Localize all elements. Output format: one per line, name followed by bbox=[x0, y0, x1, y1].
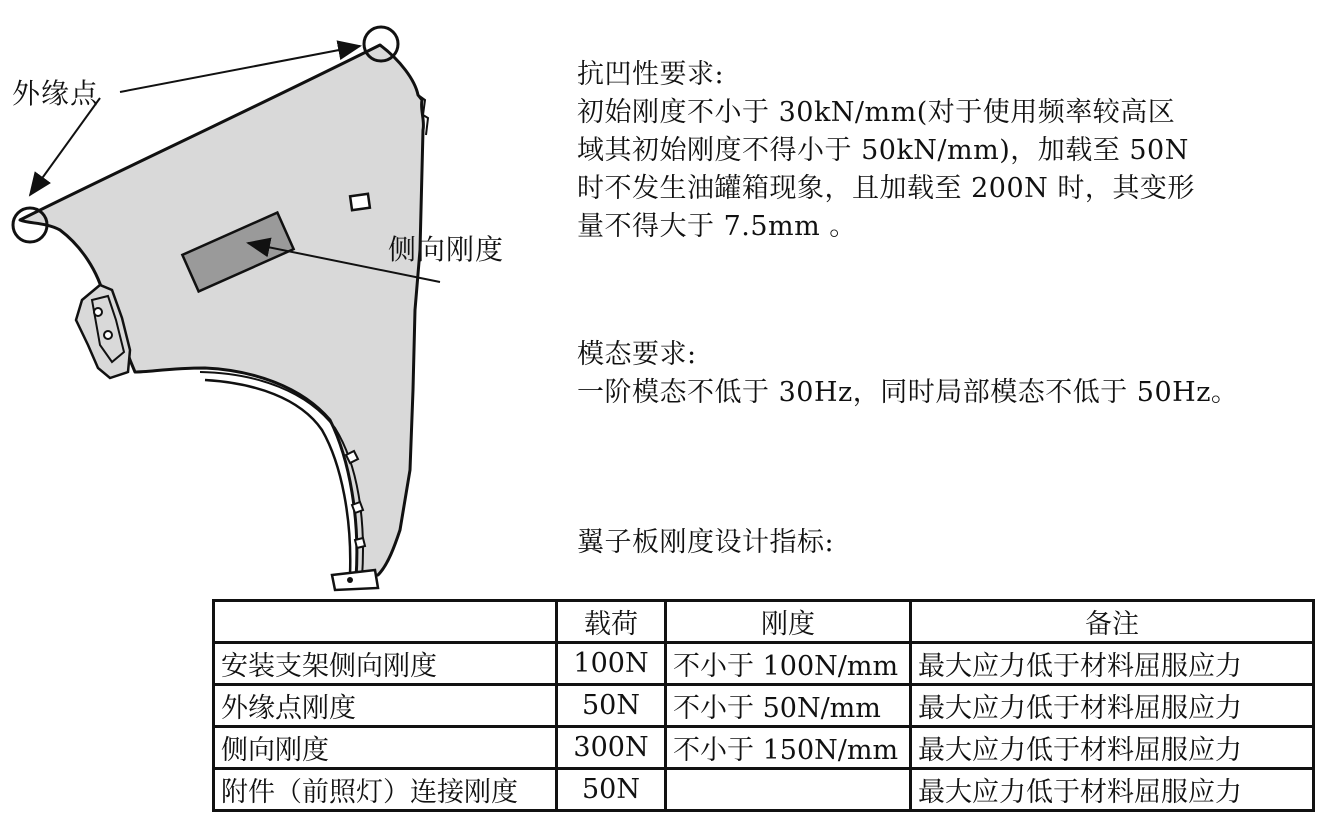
table-cell: 安装支架侧向刚度 bbox=[214, 643, 557, 685]
dent-resistance-line: 初始刚度不小于 30kN/mm(对于使用频率较高区 bbox=[577, 97, 1176, 128]
table-cell: 300N bbox=[557, 727, 666, 769]
table-cell: 侧向刚度 bbox=[214, 727, 557, 769]
modal-heading: 模态要求: bbox=[577, 339, 697, 370]
table-cell: 最大应力低于材料屈服应力 bbox=[911, 727, 1314, 769]
table-cell: 外缘点刚度 bbox=[214, 685, 557, 727]
table-header-row bbox=[214, 601, 1314, 643]
table-cell: 不小于 150N/mm bbox=[666, 727, 911, 769]
table-cell: 50N bbox=[557, 685, 666, 727]
table-row bbox=[214, 769, 1314, 811]
bracket-hole-2 bbox=[104, 331, 112, 339]
outer-point-label: 外缘点 bbox=[12, 77, 100, 110]
table-cell: 不小于 100N/mm bbox=[666, 643, 911, 685]
header-cell: 载荷 bbox=[557, 601, 666, 643]
modal-line: 一阶模态不低于 30Hz，同时局部模态不低于 50Hz。 bbox=[577, 377, 1239, 408]
table-row bbox=[214, 727, 1314, 769]
table-row bbox=[214, 685, 1314, 727]
dent-resistance-line: 域其初始刚度不得小于 50kN/mm)，加载至 50N bbox=[577, 135, 1189, 166]
arrow-to-left-point bbox=[30, 98, 100, 195]
header-cell bbox=[214, 601, 557, 643]
header-cell: 备注 bbox=[911, 601, 1314, 643]
dent-resistance-heading: 抗凹性要求: bbox=[577, 59, 725, 90]
table-cell: 最大应力低于材料屈服应力 bbox=[911, 769, 1314, 811]
panel-hole bbox=[350, 194, 370, 210]
bracket-hole-1 bbox=[94, 308, 102, 316]
table-title: 翼子板刚度设计指标: bbox=[577, 527, 835, 558]
lateral-stiffness-label: 侧向刚度 bbox=[388, 233, 505, 266]
table-cell: 100N bbox=[557, 643, 666, 685]
bottom-bracket bbox=[332, 570, 378, 590]
bracket-hole bbox=[347, 577, 353, 583]
table-cell: 最大应力低于材料屈服应力 bbox=[911, 685, 1314, 727]
stiffness-spec-table bbox=[212, 599, 1315, 812]
table-row bbox=[214, 643, 1314, 685]
dent-resistance-block bbox=[577, 56, 1195, 246]
dent-resistance-line: 时不发生油罐箱现象，且加载至 200N 时，其变形 bbox=[577, 173, 1195, 204]
table-cell: 不小于 50N/mm bbox=[666, 685, 911, 727]
table-cell: 附件（前照灯）连接刚度 bbox=[214, 769, 557, 811]
header-cell: 刚度 bbox=[666, 601, 911, 643]
table-cell bbox=[666, 769, 911, 811]
table-cell: 50N bbox=[557, 769, 666, 811]
dent-resistance-line: 量不得大于 7.5mm 。 bbox=[577, 211, 857, 242]
table-cell: 最大应力低于材料屈服应力 bbox=[911, 643, 1314, 685]
modal-block bbox=[577, 336, 1238, 412]
